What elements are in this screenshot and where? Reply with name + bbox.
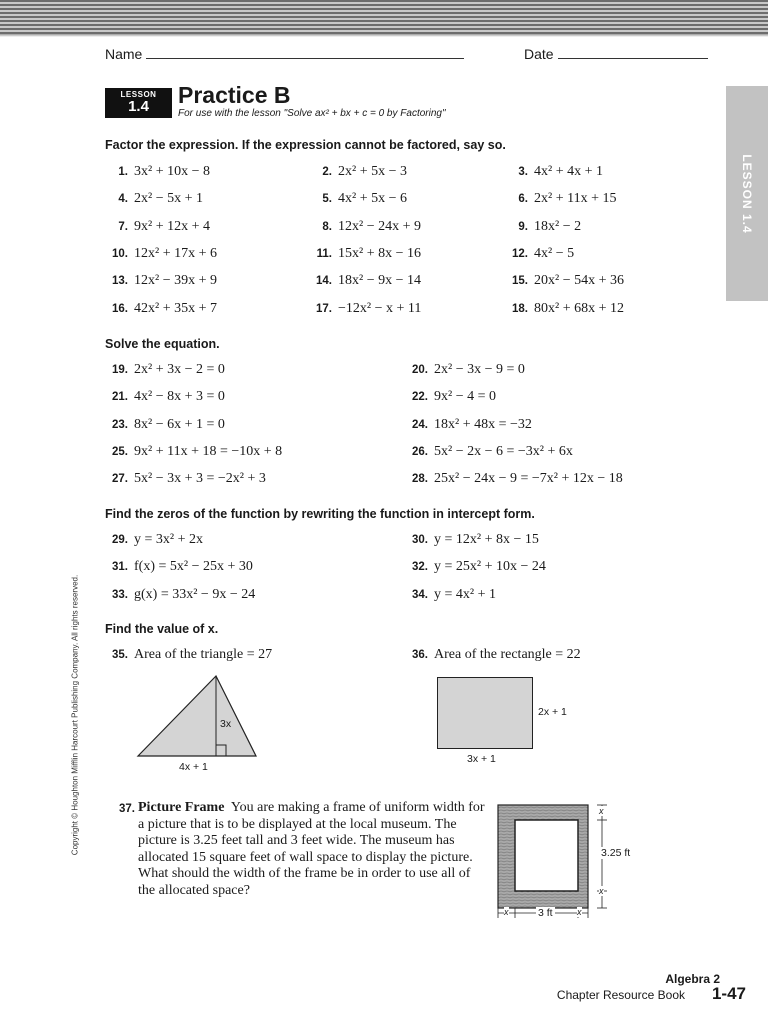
copyright-notice: Copyright © Houghton Mifflin Harcourt Publishing Company. All rights reserved.: [70, 574, 80, 856]
name-field: [105, 46, 464, 62]
problem-item: [398, 443, 573, 460]
problem-item: [302, 163, 407, 180]
page-subtitle: For use with the lesson "Solve ax² + bx + c = 0 by Factoring": [178, 108, 446, 119]
problem-expression: 18x² + 48x = −32: [434, 416, 532, 432]
problem-number: 13.: [112, 275, 128, 288]
footer-resource: Chapter Resource Book: [556, 988, 685, 1002]
problem-expression: 5x² − 2x − 6 = −3x² + 6x: [434, 443, 573, 459]
problem-expression: 4x² − 8x + 3 = 0: [134, 389, 225, 405]
problem-expression: 2x² − 3x − 9 = 0: [434, 362, 525, 377]
rectangle-height-label: 2x + 1: [538, 706, 567, 718]
problem-number: 26.: [412, 445, 428, 458]
problem-expression: 12x² − 39x + 9: [134, 273, 217, 289]
problem-expression: 9x² + 11x + 18 = −10x + 8: [134, 443, 283, 459]
problem-item: [398, 586, 496, 603]
triangle-height-label: 3x: [220, 718, 232, 730]
problem-expression: 12x² − 24x + 9: [338, 218, 421, 234]
problem-number: 1.: [118, 166, 128, 178]
problem-37-text: You are making a frame of uniform width for a picture that is to be displayed at the local museum. The picture is 3.25 feet tall and 3 feet wide. The museum has allocated 15 square feet of wall space to display the picture. What should the width of the frame be in order to use all of the allocated space?: [138, 800, 485, 898]
problem-expression: Area of the rectangle = 22: [434, 647, 581, 662]
problem-expression: 5x² − 3x + 3 = −2x² + 3: [134, 471, 266, 487]
lesson-side-tab: [726, 86, 768, 301]
problem-expression: 12x² + 17x + 6: [134, 245, 217, 261]
date-field: [524, 46, 708, 62]
problem-number: 30.: [412, 534, 428, 546]
problem-expression: f(x) = 5x² − 25x + 30: [134, 559, 253, 575]
frame-x-top-label: x: [599, 806, 604, 816]
problem-expression: 3x² + 10x − 8: [134, 164, 210, 179]
problem-expression: y = 3x² + 2x: [134, 532, 203, 547]
problem-number: 21.: [112, 391, 128, 404]
problem-number: 9.: [518, 220, 528, 233]
lesson-tag: LESSON: [120, 90, 157, 99]
lesson-number: 1.4: [128, 98, 149, 115]
rectangle-width-label: 3x + 1: [467, 753, 496, 765]
problem-item: [498, 190, 616, 207]
problem-37: [105, 800, 485, 899]
problem-expression: 15x² + 8x − 16: [338, 245, 421, 261]
lesson-badge: [105, 88, 172, 118]
problem-number: 5.: [322, 193, 332, 206]
zeros-instructions: Find the zeros of the function by rewriting the function in intercept form.: [105, 507, 535, 521]
problem-expression: y = 12x² + 8x − 15: [434, 532, 539, 547]
problem-number: 36.: [412, 649, 428, 661]
problem-item: [98, 531, 203, 548]
problem-item: [98, 245, 217, 262]
problem-item: [398, 470, 623, 487]
frame-height-label: 3.25 ft: [601, 847, 631, 859]
name-label: Name: [105, 46, 143, 62]
problem-number: 25.: [112, 445, 128, 458]
problem-expression: 2x² + 5x − 3: [338, 164, 407, 179]
problem-item: [98, 586, 255, 603]
problem-expression: 4x² − 5: [534, 245, 575, 261]
date-label: Date: [524, 46, 554, 62]
date-line: [558, 58, 708, 59]
problem-item: [98, 558, 253, 575]
problem-expression: 4x² + 5x − 6: [338, 191, 407, 207]
problem-item: [498, 245, 574, 262]
problem-item: [498, 272, 624, 289]
problem-number: 17.: [316, 302, 332, 315]
problem-item: [302, 190, 407, 207]
problem-expression: 4x² + 4x + 1: [534, 164, 603, 179]
problem-item: [302, 300, 421, 317]
problem-number: 35.: [112, 649, 128, 661]
problem-number: 18.: [512, 302, 528, 315]
problem-expression: 80x² + 68x + 12: [534, 300, 624, 316]
problem-number: 22.: [412, 391, 428, 404]
problem-number: 6.: [518, 193, 528, 206]
problem-number: 12.: [512, 247, 528, 260]
problem-item: [98, 388, 225, 405]
value-instructions: Find the value of x.: [105, 622, 219, 636]
problem-item: [398, 558, 546, 575]
problem-expression: y = 25x² + 10x − 24: [434, 559, 546, 575]
solve-instructions: Solve the equation.: [105, 337, 220, 351]
problem-item: [398, 416, 532, 433]
problem-number: 29.: [112, 534, 128, 546]
problem-expression: 18x² − 9x − 14: [338, 273, 421, 289]
problem-item: [98, 470, 266, 487]
problem-expression: 20x² − 54x + 36: [534, 273, 624, 289]
triangle-figure: [130, 672, 290, 772]
frame-width-label: 3 ft: [538, 907, 553, 919]
problem-number: 28.: [412, 473, 428, 486]
picture-area: [515, 820, 578, 891]
problem-expression: 2x² + 11x + 15: [534, 191, 617, 207]
problem-item: [302, 272, 421, 289]
problem-number: 20.: [412, 364, 428, 376]
factor-instructions: Factor the expression. If the expression cannot be factored, say so.: [105, 138, 506, 152]
problem-expression: Area of the triangle = 27: [134, 647, 273, 662]
picture-frame-figure: [492, 800, 642, 925]
frame-x-right-label: x: [577, 907, 582, 917]
problem-expression: g(x) = 33x² − 9x − 24: [134, 586, 256, 602]
top-stripe-band: [0, 0, 768, 34]
problem-item: [398, 388, 496, 405]
problem-item: [98, 646, 272, 663]
lesson-side-tab-label: LESSON 1.4: [740, 154, 754, 234]
problem-number: 11.: [316, 247, 332, 260]
problem-number: 14.: [316, 275, 332, 288]
problem-number: 32.: [412, 561, 428, 574]
problem-expression: 9x² + 12x + 4: [134, 218, 210, 234]
problem-item: [98, 272, 217, 289]
problem-expression: 2x² − 5x + 1: [134, 191, 203, 207]
problem-expression: −12x² − x + 11: [338, 300, 422, 316]
rectangle-shape: [437, 677, 533, 749]
problem-expression: 25x² − 24x − 9 = −7x² + 12x − 18: [434, 471, 623, 487]
triangle-base-label: 4x + 1: [179, 761, 208, 773]
problem-item: [98, 218, 210, 235]
problem-37-heading: Picture Frame: [138, 800, 225, 815]
problem-expression: 18x² − 2: [534, 218, 582, 234]
problem-number: 8.: [322, 220, 332, 233]
problem-number: 31.: [112, 561, 128, 574]
problem-item: [98, 163, 210, 180]
frame-x-left-label: x: [504, 907, 509, 917]
triangle-shape: [138, 676, 256, 756]
problem-number: 4.: [118, 193, 128, 206]
problem-number: 33.: [112, 588, 128, 601]
problem-number: 16.: [112, 302, 128, 315]
problem-item: [302, 245, 421, 262]
problem-item: [98, 300, 217, 317]
problem-item: [98, 443, 282, 460]
problem-item: [98, 416, 225, 433]
problem-number: 7.: [118, 220, 128, 233]
problem-item: [398, 531, 539, 548]
page-title: Practice B: [178, 82, 291, 108]
footer-page-number: 1-47: [711, 984, 746, 1003]
problem-item: [498, 218, 581, 235]
problem-item: [98, 190, 203, 207]
problem-number: 19.: [112, 364, 128, 376]
problem-number: 27.: [112, 473, 128, 486]
problem-number: 23.: [112, 418, 128, 431]
problem-item: [498, 300, 624, 317]
problem-item: [302, 218, 421, 235]
problem-expression: 9x² − 4 = 0: [434, 389, 496, 405]
problem-number: 24.: [412, 418, 428, 431]
problem-expression: 42x² + 35x + 7: [134, 300, 217, 316]
frame-x-bottom-label: x: [599, 886, 604, 896]
problem-expression: 2x² + 3x − 2 = 0: [134, 362, 225, 377]
footer-book-title: Algebra 2: [665, 972, 720, 986]
problem-expression: y = 4x² + 1: [434, 586, 496, 602]
problem-number: 34.: [412, 588, 428, 601]
problem-expression: 8x² − 6x + 1 = 0: [134, 416, 225, 432]
problem-item: [398, 361, 525, 378]
problem-item: [98, 361, 225, 378]
problem-number: 10.: [112, 247, 128, 260]
problem-number: 2.: [322, 166, 332, 178]
problem-item: [498, 163, 603, 180]
problem-number: 3.: [518, 166, 528, 178]
problem-number: 15.: [512, 275, 528, 288]
problem-number: 37.: [119, 803, 135, 815]
problem-item: [398, 646, 581, 663]
name-line: [146, 58, 464, 59]
